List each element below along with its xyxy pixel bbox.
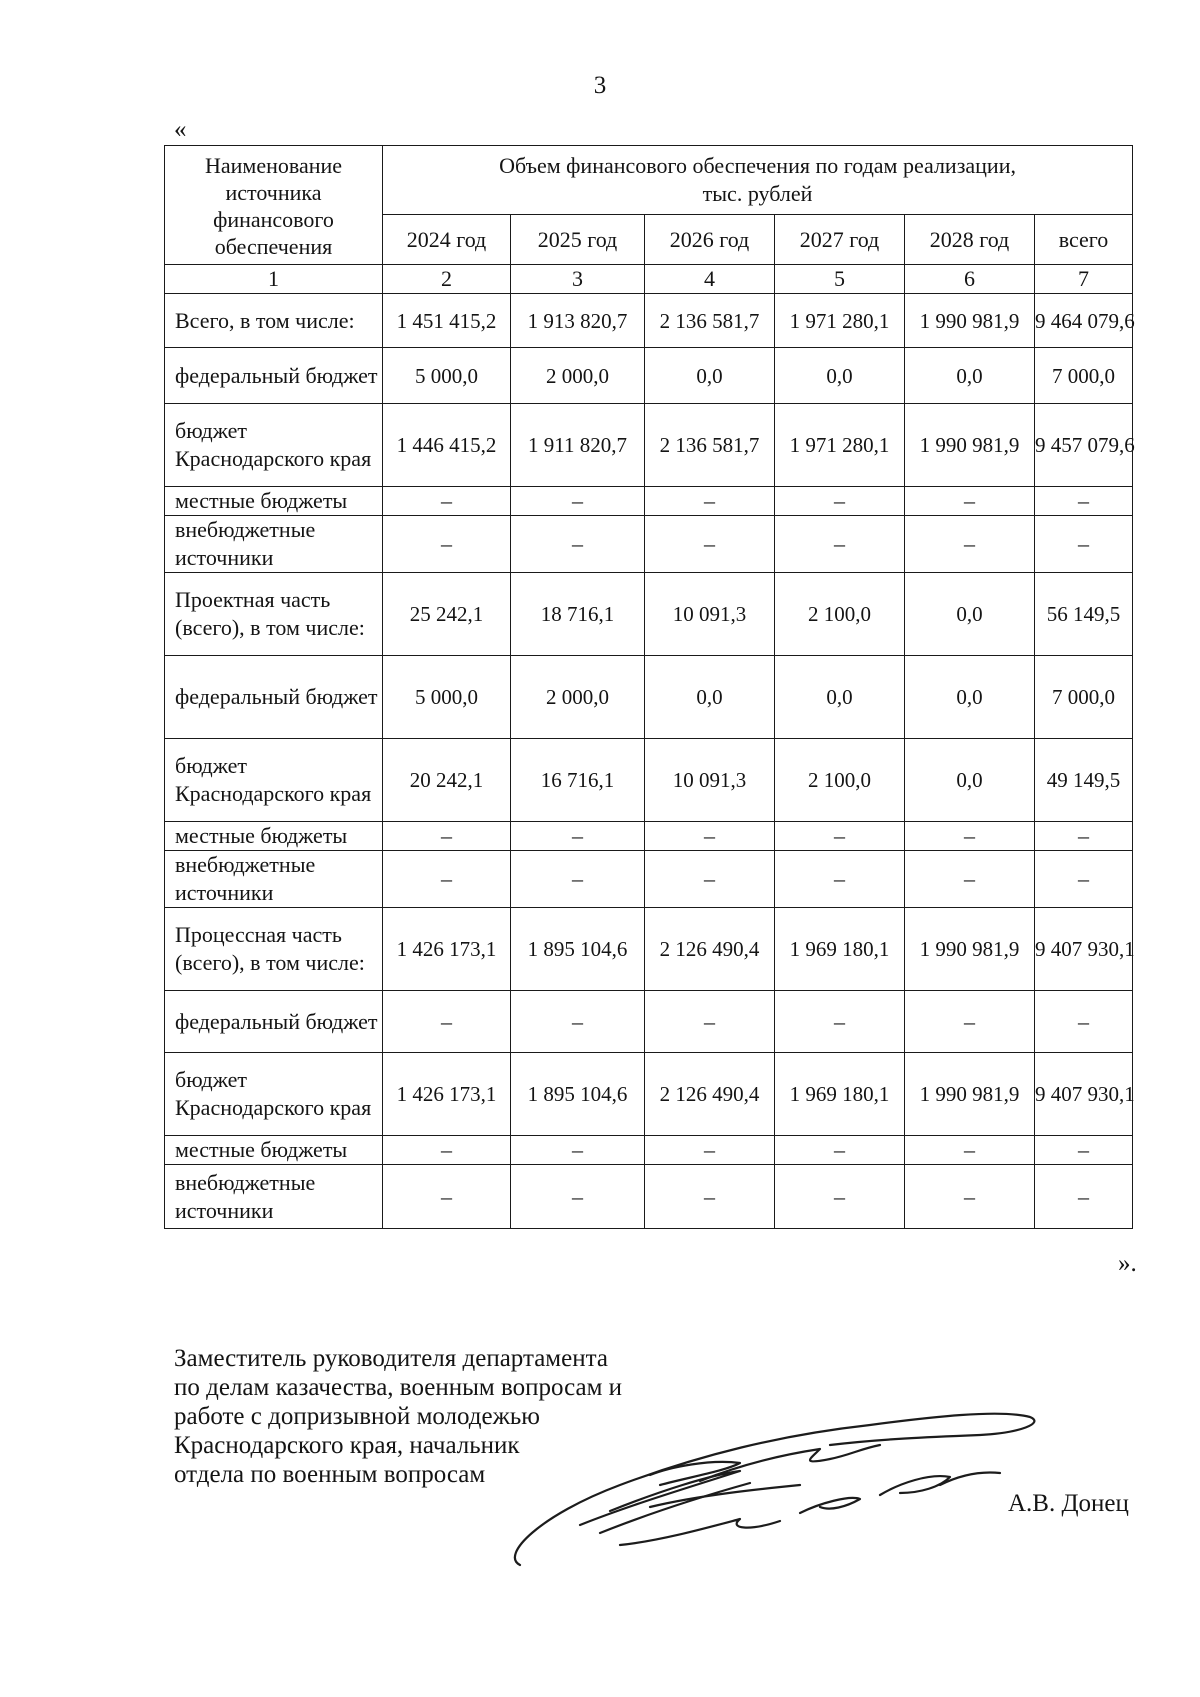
closing-quote: ».: [1118, 1250, 1137, 1277]
row-year-value: 2 126 490,4: [645, 908, 775, 991]
row-source-name: внебюджетные источники: [165, 851, 383, 908]
column-number-row: [165, 265, 1133, 294]
row-year-value: –: [511, 1165, 645, 1229]
row-year-value: 2 136 581,7: [645, 404, 775, 487]
row-year-value: –: [383, 1165, 511, 1229]
row-source-name: Процессная часть (всего), в том числе:: [165, 908, 383, 991]
table-row: [165, 516, 1133, 573]
row-year-value: –: [775, 991, 905, 1053]
row-year-value: 2 100,0: [775, 739, 905, 822]
table-row: [165, 739, 1133, 822]
row-year-value: –: [775, 1136, 905, 1165]
header-source-name: Наименование источника финансового обеспечения: [165, 146, 383, 265]
row-year-value: 1 451 415,2: [383, 294, 511, 348]
row-source-name: местные бюджеты: [165, 487, 383, 516]
row-year-value: 1 969 180,1: [775, 908, 905, 991]
header-year: 2024 год: [383, 215, 511, 265]
row-year-value: 2 000,0: [511, 348, 645, 404]
row-total-value: –: [1035, 1165, 1133, 1229]
row-year-value: –: [383, 1136, 511, 1165]
row-year-value: 10 091,3: [645, 739, 775, 822]
row-source-name: местные бюджеты: [165, 1136, 383, 1165]
row-year-value: –: [511, 822, 645, 851]
header-year: 2025 год: [511, 215, 645, 265]
row-year-value: –: [511, 487, 645, 516]
row-year-value: –: [775, 516, 905, 573]
row-source-name: бюджет Краснодарского края: [165, 739, 383, 822]
page-number: 3: [593, 72, 607, 99]
row-year-value: 0,0: [645, 656, 775, 739]
row-total-value: 9 407 930,1: [1035, 1053, 1133, 1136]
position-line: отдела по военным вопросам: [174, 1461, 486, 1488]
row-year-value: 0,0: [775, 656, 905, 739]
header-year: 2027 год: [775, 215, 905, 265]
row-year-value: 1 990 981,9: [905, 1053, 1035, 1136]
header-year: 2026 год: [645, 215, 775, 265]
row-year-value: 2 126 490,4: [645, 1053, 775, 1136]
row-year-value: 0,0: [905, 573, 1035, 656]
row-year-value: –: [645, 991, 775, 1053]
row-year-value: 1 911 820,7: [511, 404, 645, 487]
row-year-value: 1 426 173,1: [383, 1053, 511, 1136]
header-financing-volume-line2: тыс. рублей: [702, 181, 813, 206]
row-year-value: –: [775, 1165, 905, 1229]
row-total-value: 9 457 079,6: [1035, 404, 1133, 487]
row-total-value: –: [1035, 851, 1133, 908]
table-row: [165, 851, 1133, 908]
row-year-value: –: [905, 822, 1035, 851]
row-year-value: 0,0: [775, 348, 905, 404]
table-row: [165, 294, 1133, 348]
row-year-value: 1 895 104,6: [511, 908, 645, 991]
row-year-value: –: [905, 1165, 1035, 1229]
row-year-value: –: [905, 516, 1035, 573]
position-line: Краснодарского края, начальник: [174, 1432, 520, 1459]
position-line: по делам казачества, военным вопросам и: [174, 1374, 623, 1401]
table-row: [165, 1165, 1133, 1229]
row-year-value: 2 136 581,7: [645, 294, 775, 348]
row-year-value: –: [645, 1165, 775, 1229]
table-row: [165, 991, 1133, 1053]
row-year-value: –: [905, 1136, 1035, 1165]
row-year-value: –: [383, 487, 511, 516]
row-year-value: 1 990 981,9: [905, 404, 1035, 487]
column-number: 4: [645, 265, 775, 294]
row-year-value: 25 242,1: [383, 573, 511, 656]
header-financing-volume: [383, 146, 1133, 215]
row-year-value: –: [511, 516, 645, 573]
row-year-value: –: [775, 851, 905, 908]
row-year-value: –: [905, 991, 1035, 1053]
row-source-name: внебюджетные источники: [165, 1165, 383, 1229]
table-row: [165, 1136, 1133, 1165]
row-source-name: федеральный бюджет: [165, 991, 383, 1053]
table-row: [165, 487, 1133, 516]
row-year-value: 0,0: [905, 739, 1035, 822]
row-year-value: –: [645, 516, 775, 573]
row-total-value: 7 000,0: [1035, 348, 1133, 404]
column-number: 6: [905, 265, 1035, 294]
header-financing-volume-line1: Объем финансового обеспечения по годам реализации,: [499, 153, 1016, 178]
row-source-name: федеральный бюджет: [165, 348, 383, 404]
row-year-value: 0,0: [905, 348, 1035, 404]
row-source-name: бюджет Краснодарского края: [165, 404, 383, 487]
row-year-value: 1 895 104,6: [511, 1053, 645, 1136]
row-total-value: –: [1035, 516, 1133, 573]
row-year-value: –: [645, 487, 775, 516]
row-year-value: 18 716,1: [511, 573, 645, 656]
row-total-value: –: [1035, 822, 1133, 851]
opening-quote: «: [174, 116, 187, 143]
row-year-value: 0,0: [645, 348, 775, 404]
row-year-value: 5 000,0: [383, 348, 511, 404]
header-year: 2028 год: [905, 215, 1035, 265]
table-row: [165, 822, 1133, 851]
row-year-value: 1 446 415,2: [383, 404, 511, 487]
financing-table: [164, 145, 1133, 1229]
row-total-value: –: [1035, 991, 1133, 1053]
row-source-name: федеральный бюджет: [165, 656, 383, 739]
row-year-value: 1 990 981,9: [905, 908, 1035, 991]
table-row: [165, 404, 1133, 487]
header-total: всего: [1035, 215, 1133, 265]
row-year-value: –: [383, 822, 511, 851]
row-total-value: 56 149,5: [1035, 573, 1133, 656]
row-year-value: 5 000,0: [383, 656, 511, 739]
row-source-name: бюджет Краснодарского края: [165, 1053, 383, 1136]
row-year-value: 20 242,1: [383, 739, 511, 822]
row-total-value: 49 149,5: [1035, 739, 1133, 822]
row-year-value: 1 969 180,1: [775, 1053, 905, 1136]
row-total-value: –: [1035, 487, 1133, 516]
row-year-value: –: [645, 1136, 775, 1165]
row-year-value: –: [383, 516, 511, 573]
row-source-name: Всего, в том числе:: [165, 294, 383, 348]
row-year-value: 1 971 280,1: [775, 404, 905, 487]
row-year-value: –: [511, 851, 645, 908]
handwritten-signature: [500, 1395, 1060, 1575]
row-year-value: –: [383, 851, 511, 908]
row-year-value: –: [905, 851, 1035, 908]
signatory-name: А.В. Донец: [1008, 1490, 1129, 1517]
table-row: [165, 348, 1133, 404]
row-year-value: –: [511, 991, 645, 1053]
table-row: [165, 573, 1133, 656]
row-total-value: 7 000,0: [1035, 656, 1133, 739]
position-line: работе с допризывной молодежью: [174, 1403, 540, 1430]
table-row: [165, 656, 1133, 739]
column-number: 3: [511, 265, 645, 294]
row-year-value: 0,0: [905, 656, 1035, 739]
row-year-value: –: [383, 991, 511, 1053]
column-number: 5: [775, 265, 905, 294]
row-source-name: Проектная часть (всего), в том числе:: [165, 573, 383, 656]
row-year-value: 1 971 280,1: [775, 294, 905, 348]
row-year-value: 1 990 981,9: [905, 294, 1035, 348]
row-year-value: –: [775, 487, 905, 516]
row-year-value: 1 426 173,1: [383, 908, 511, 991]
row-year-value: –: [775, 822, 905, 851]
row-source-name: внебюджетные источники: [165, 516, 383, 573]
table-row: [165, 908, 1133, 991]
row-total-value: 9 407 930,1: [1035, 908, 1133, 991]
row-year-value: –: [905, 487, 1035, 516]
row-year-value: 10 091,3: [645, 573, 775, 656]
column-number: 2: [383, 265, 511, 294]
row-source-name: местные бюджеты: [165, 822, 383, 851]
column-number: 1: [165, 265, 383, 294]
column-number: 7: [1035, 265, 1133, 294]
row-total-value: 9 464 079,6: [1035, 294, 1133, 348]
row-year-value: –: [645, 822, 775, 851]
row-year-value: –: [511, 1136, 645, 1165]
row-year-value: 2 000,0: [511, 656, 645, 739]
row-year-value: 2 100,0: [775, 573, 905, 656]
table-row: [165, 1053, 1133, 1136]
row-year-value: 16 716,1: [511, 739, 645, 822]
row-total-value: –: [1035, 1136, 1133, 1165]
row-year-value: 1 913 820,7: [511, 294, 645, 348]
position-line: Заместитель руководителя департамента: [174, 1345, 608, 1372]
row-year-value: –: [645, 851, 775, 908]
